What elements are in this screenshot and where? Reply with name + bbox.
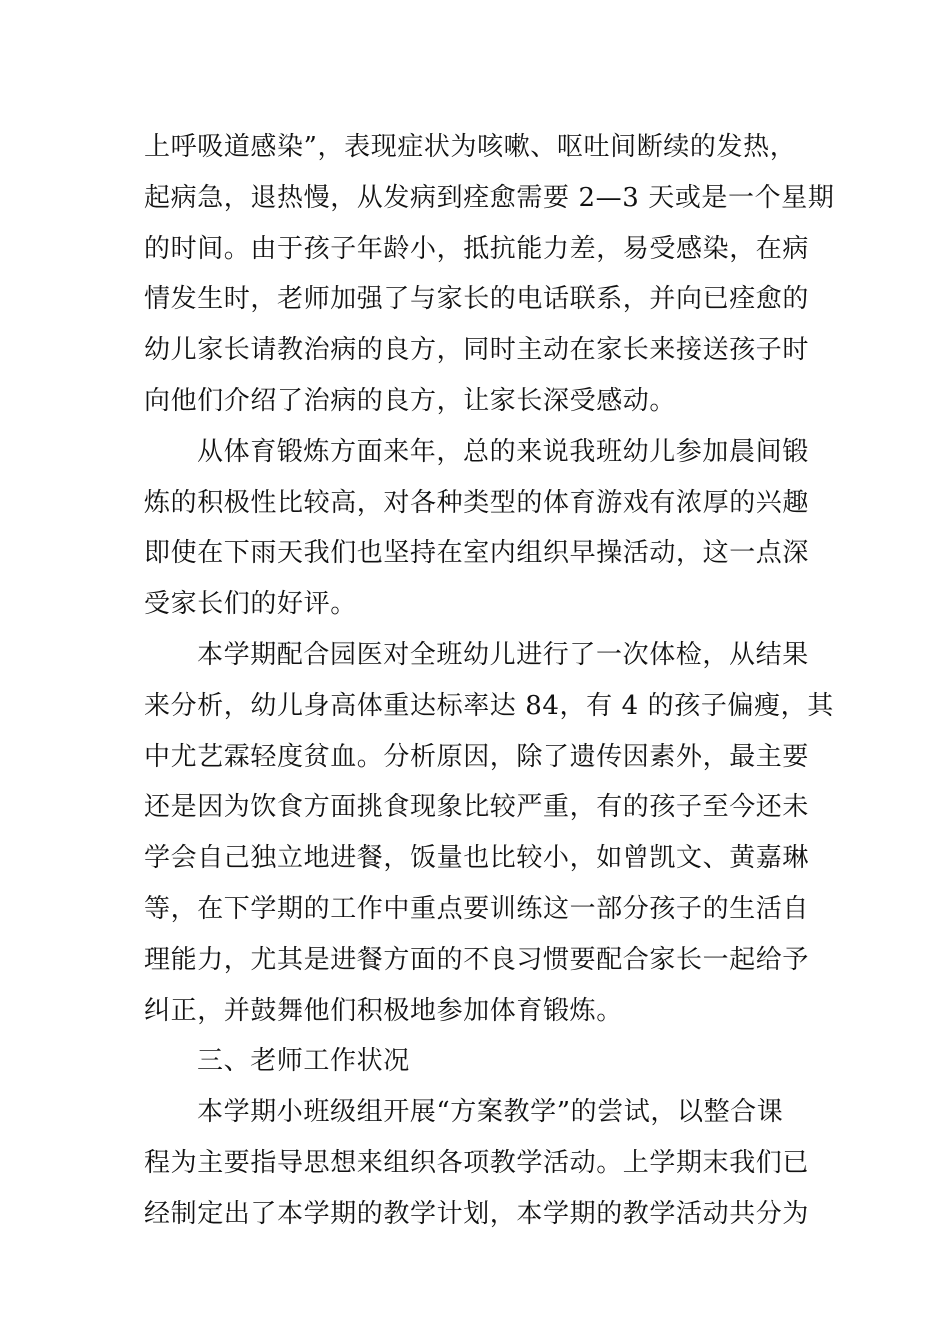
text-line: 起病急，退热慢，从发病到痊愈需要 2—3 天或是一个星期	[144, 182, 835, 213]
text-line: 情发生时，老师加强了与家长的电话联系，并向已痊愈的	[144, 284, 810, 315]
text-line: 幼儿家长请教治病的良方，同时主动在家长来接送孩子时	[144, 335, 810, 366]
text-line: 经制定出了本学期的教学计划，本学期的教学活动共分为	[144, 1198, 810, 1229]
section-heading-teacher-work	[144, 1036, 814, 1087]
text-line: 学会自己独立地进餐，饭量也比较小，如曾凯文、黄嘉琳	[144, 843, 810, 874]
text-line: 纠正，并鼓舞他们积极地参加体育锻炼。	[144, 995, 623, 1026]
text-line: 从体育锻炼方面来年，总的来说我班幼儿参加晨间锻	[197, 436, 809, 467]
text-line: 的时间。由于孩子年龄小，抵抗能力差，易受感染，在病	[144, 233, 810, 264]
paragraph-project-teaching	[144, 1087, 814, 1239]
text-line: 本学期配合园医对全班幼儿进行了一次体检，从结果	[197, 639, 809, 670]
paragraph-physical-exercise	[144, 427, 814, 630]
text-line: 本学期小班级组开展“方案教学”的尝试，以整合课	[197, 1097, 784, 1128]
text-line: 还是因为饮食方面挑食现象比较严重，有的孩子至今还未	[144, 792, 810, 823]
text-line: 受家长们的好评。	[144, 589, 357, 620]
text-line: 来分析，幼儿身高体重达标率达 84，有 4 的孩子偏瘦，其	[144, 690, 834, 721]
text-line: 炼的积极性比较高，对各种类型的体育游戏有浓厚的兴趣	[144, 487, 810, 518]
section-heading: 三、老师工作状况	[197, 1046, 410, 1077]
text-line: 上呼吸道感染”，表现症状为咳嗽、呕吐间断续的发热，	[144, 132, 797, 162]
paragraph-illness-care	[144, 122, 835, 427]
text-line: 向他们介绍了治病的良方，让家长深受感动。	[144, 385, 677, 416]
document-body	[144, 122, 835, 1240]
paragraph-health-check	[144, 630, 834, 1036]
text-line: 程为主要指导思想来组织各项教学活动。上学期末我们已	[144, 1147, 810, 1178]
text-line: 等，在下学期的工作中重点要训练这一部分孩子的生活自	[144, 893, 810, 924]
text-line: 即使在下雨天我们也坚持在室内组织早操活动，这一点深	[144, 538, 810, 569]
text-line: 理能力，尤其是进餐方面的不良习惯要配合家长一起给予	[144, 944, 810, 975]
text-line: 中尤艺霖轻度贫血。分析原因，除了遗传因素外，最主要	[144, 741, 810, 772]
